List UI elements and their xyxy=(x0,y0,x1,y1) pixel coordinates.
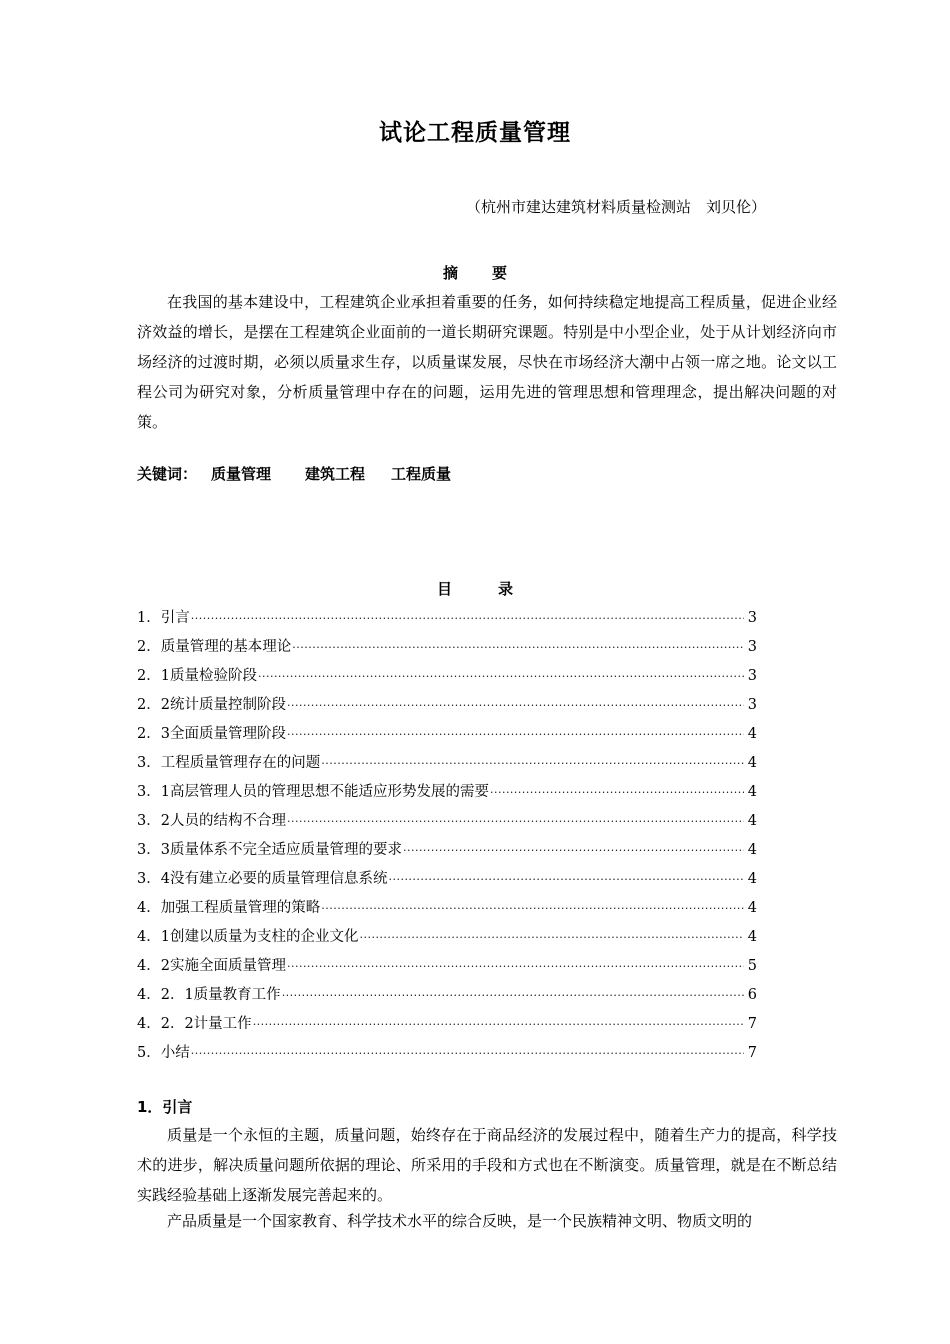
toc-leader-dots xyxy=(388,865,744,894)
abstract-body: 在我国的基本建设中，工程建筑企业承担着重要的任务，如何持续稳定地提高工程质量，促进企业经济效益的增长，是摆在工程建筑企业面前的一道长期研究课题。特别是中小型企业，处于从计划经济向市场经济的过渡时期，必须以质量求生存，以质量谋发展，尽快在市场经济大潮中占领一席之地。论文以工程公司为研究对象，分析质量管理中存在的问题，运用先进的管理思想和管理理念，提出解决问题的对策。 xyxy=(137,293,837,431)
keyword-item: 质量管理 xyxy=(211,465,272,483)
toc-entry[interactable] xyxy=(137,836,757,865)
toc-entry-page: 4 xyxy=(747,755,757,771)
toc-entry-label: 1．引言 xyxy=(137,610,190,626)
toc-leader-dots xyxy=(287,691,744,720)
author-affiliation: （杭州市建达建筑材料质量检测站 刘贝伦） xyxy=(466,198,767,216)
toc-leader-dots xyxy=(321,749,744,778)
toc-entry-page: 7 xyxy=(747,1045,757,1061)
toc-leader-dots xyxy=(287,720,744,749)
toc-heading xyxy=(0,578,950,599)
toc-leader-dots xyxy=(191,604,744,633)
toc-entry-page: 7 xyxy=(747,1016,757,1032)
toc-entry-label: 3．1高层管理人员的管理思想不能适应形势发展的需要 xyxy=(137,784,489,800)
toc-entry-page: 4 xyxy=(747,726,757,742)
toc-entry[interactable] xyxy=(137,894,757,923)
toc-entry-label: 3．工程质量管理存在的问题 xyxy=(137,755,321,771)
toc-entry[interactable] xyxy=(137,923,757,952)
toc-entry[interactable] xyxy=(137,807,757,836)
toc-entry-page: 4 xyxy=(747,900,757,916)
toc-heading-char1: 目 xyxy=(436,580,452,598)
toc-leader-dots xyxy=(191,1039,744,1068)
toc-entry-page: 4 xyxy=(747,813,757,829)
toc-leader-dots xyxy=(287,807,744,836)
keyword-item: 建筑工程 xyxy=(305,465,366,483)
keywords-line xyxy=(137,463,451,484)
toc-entry-label: 4．1创建以质量为支柱的企业文化 xyxy=(137,929,359,945)
toc-entry-label: 2．1质量检验阶段 xyxy=(137,668,257,684)
keyword-item: 工程质量 xyxy=(391,465,452,483)
toc-leader-dots xyxy=(287,952,744,981)
keywords-label: 关键词： xyxy=(137,465,198,483)
toc-entry-label: 5．小结 xyxy=(137,1045,190,1061)
toc-entry-page: 4 xyxy=(747,929,757,945)
abstract-heading-char2: 要 xyxy=(492,264,508,282)
toc-leader-dots xyxy=(321,894,744,923)
toc-entry-page: 3 xyxy=(747,610,757,626)
toc-entry-page: 3 xyxy=(747,697,757,713)
toc-entry-label: 4．2．2计量工作 xyxy=(137,1016,252,1032)
toc-entry-label: 3．3质量体系不完全适应质量管理的要求 xyxy=(137,842,402,858)
toc-entry[interactable] xyxy=(137,749,757,778)
toc-entry[interactable] xyxy=(137,1010,757,1039)
toc-entry-label: 2．质量管理的基本理论 xyxy=(137,639,292,655)
abstract-heading-char1: 摘 xyxy=(442,264,458,282)
toc-leader-dots xyxy=(282,981,744,1010)
toc-leader-dots xyxy=(292,633,744,662)
toc-heading-char2: 录 xyxy=(498,580,514,598)
abstract-heading xyxy=(0,262,950,283)
toc-entry-label: 2．3全面质量管理阶段 xyxy=(137,726,286,742)
toc-entry-label: 4．加强工程质量管理的策略 xyxy=(137,900,321,916)
toc-entry-page: 4 xyxy=(747,784,757,800)
toc-entry-label: 2．2统计质量控制阶段 xyxy=(137,697,286,713)
toc-entry-label: 3．4没有建立必要的质量管理信息系统 xyxy=(137,871,388,887)
toc-entry[interactable] xyxy=(137,662,757,691)
toc-entry-page: 6 xyxy=(747,987,757,1003)
toc-entry[interactable] xyxy=(137,720,757,749)
toc-leader-dots xyxy=(359,923,744,952)
toc-entry-page: 5 xyxy=(747,958,757,974)
toc-entry[interactable] xyxy=(137,1039,757,1068)
toc-leader-dots xyxy=(490,778,744,807)
document-title: 试论工程质量管理 xyxy=(379,120,571,146)
introduction-paragraph: 质量是一个永恒的主题，质量问题，始终存在于商品经济的发展过程中，随着生产力的提高，科学技术的进步，解决质量问题所依据的理论、所采用的手段和方式也在不断演变。质量管理，就是在不断总结实践经验基础上逐渐发展完善起来的。 xyxy=(137,1126,837,1204)
toc-leader-dots xyxy=(258,662,744,691)
toc-entry[interactable] xyxy=(137,633,757,662)
table-of-contents xyxy=(137,604,757,1068)
toc-entry-page: 4 xyxy=(747,842,757,858)
toc-entry-page: 3 xyxy=(747,668,757,684)
toc-entry[interactable] xyxy=(137,952,757,981)
toc-leader-dots xyxy=(403,836,744,865)
toc-leader-dots xyxy=(253,1010,744,1039)
toc-entry[interactable] xyxy=(137,691,757,720)
toc-entry[interactable] xyxy=(137,778,757,807)
toc-entry[interactable] xyxy=(137,865,757,894)
toc-entry-page: 3 xyxy=(747,639,757,655)
toc-entry-label: 4．2．1质量教育工作 xyxy=(137,987,281,1003)
section-heading-introduction: 1．引言 xyxy=(137,1098,193,1116)
toc-entry[interactable] xyxy=(137,604,757,633)
toc-entry-label: 4．2实施全面质量管理 xyxy=(137,958,286,974)
toc-entry-page: 4 xyxy=(747,871,757,887)
toc-entry-label: 3．2人员的结构不合理 xyxy=(137,813,286,829)
introduction-paragraph: 产品质量是一个国家教育、科学技术水平的综合反映，是一个民族精神文明、物质文明的 xyxy=(167,1212,753,1230)
toc-entry[interactable] xyxy=(137,981,757,1010)
